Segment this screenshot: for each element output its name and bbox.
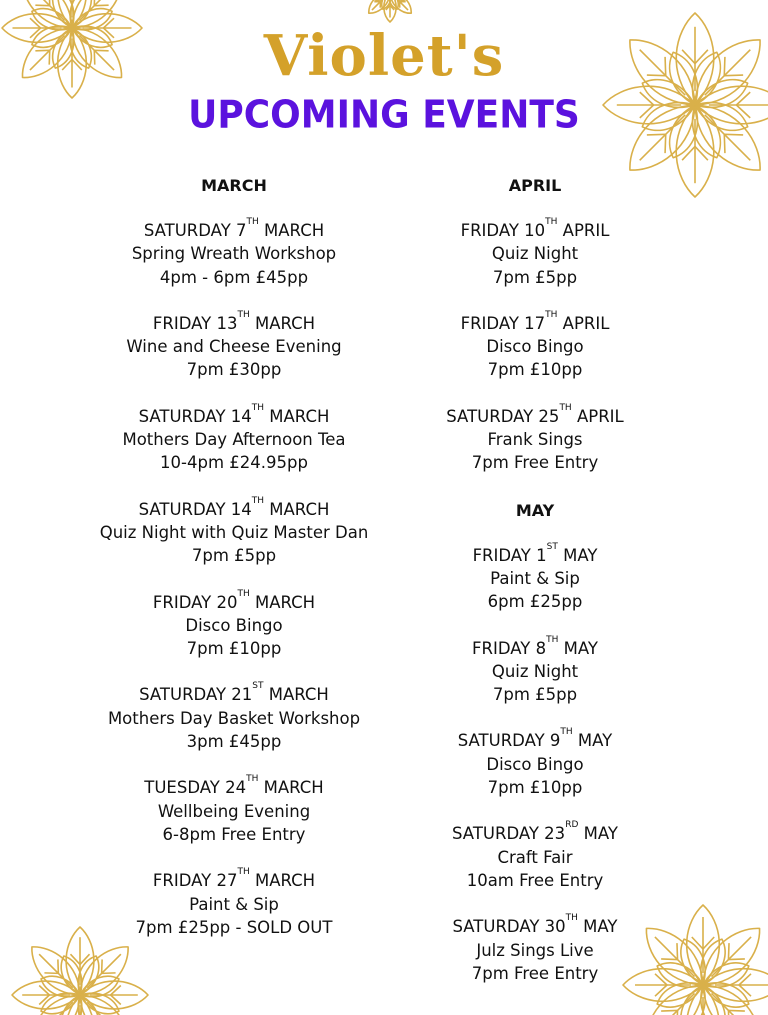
- event-title: Paint & Sip: [490, 568, 580, 588]
- event-item: [84, 495, 384, 568]
- event-day: SATURDAY 30: [452, 917, 566, 937]
- event-month: MARCH: [254, 592, 316, 612]
- event-item: [405, 915, 665, 985]
- event-day: FRIDAY 1: [472, 545, 547, 565]
- event-day: FRIDAY 17: [460, 313, 546, 333]
- month-heading: APRIL: [508, 176, 562, 195]
- event-day: FRIDAY 27: [152, 871, 238, 891]
- event-title: Frank Sings: [487, 430, 583, 450]
- event-date: [405, 309, 665, 335]
- event-month: MAY: [563, 545, 598, 565]
- event-date: [84, 683, 384, 706]
- event-title: Spring Wreath Workshop: [131, 244, 337, 264]
- event-month: MARCH: [269, 406, 330, 426]
- event-title: Disco Bingo: [486, 337, 584, 357]
- event-day-suffix: RD: [565, 820, 579, 831]
- event-day-suffix: ST: [546, 541, 558, 552]
- event-details: 7pm £10pp: [186, 639, 282, 659]
- event-day: SATURDAY 14: [138, 406, 252, 426]
- event-day-suffix: TH: [246, 217, 259, 227]
- event-item: [84, 776, 384, 846]
- event-title: Quiz Night: [491, 244, 579, 264]
- event-day: SATURDAY 14: [138, 499, 252, 519]
- event-item: [405, 634, 665, 707]
- event-day: FRIDAY 13: [152, 313, 238, 333]
- event-title: Wellbeing Evening: [157, 801, 311, 821]
- event-title: Mothers Day Afternoon Tea: [122, 430, 346, 450]
- event-item: [84, 683, 384, 753]
- month-section-march: [84, 173, 384, 939]
- event-item: [84, 869, 384, 939]
- event-item: [405, 219, 665, 289]
- event-day: FRIDAY 10: [460, 221, 546, 240]
- event-title: Mothers Day Basket Workshop: [107, 708, 361, 728]
- month-section-may: [405, 498, 665, 985]
- event-day-suffix: TH: [545, 309, 558, 320]
- event-date: [84, 309, 384, 335]
- event-details: 6pm £25pp: [487, 592, 583, 612]
- event-date: [405, 634, 665, 660]
- event-details: 10-4pm £24.95pp: [160, 453, 308, 473]
- event-item: [84, 219, 384, 289]
- event-title: Quiz Night: [491, 661, 579, 681]
- event-month: MAY: [583, 824, 618, 844]
- event-date: [405, 822, 665, 845]
- event-item: [84, 588, 384, 661]
- event-day: TUESDAY 24: [144, 778, 247, 798]
- event-details: 6-8pm Free Entry: [162, 824, 306, 844]
- event-item: [405, 402, 665, 475]
- event-day-suffix: TH: [545, 217, 558, 227]
- event-item: [405, 729, 665, 799]
- event-title: Wine and Cheese Evening: [126, 337, 342, 357]
- event-date: [84, 402, 384, 428]
- event-month: MARCH: [269, 499, 330, 519]
- event-details: 3pm £45pp: [186, 732, 282, 752]
- event-day-suffix: TH: [251, 402, 265, 413]
- event-details: 7pm Free Entry: [471, 453, 599, 473]
- event-month: APRIL: [576, 406, 624, 426]
- event-details: 4pm - 6pm £45pp: [159, 267, 309, 287]
- event-month: MARCH: [254, 313, 316, 333]
- events-column-left: [84, 173, 384, 962]
- event-details: 7pm £30pp: [186, 360, 282, 380]
- month-heading: MAY: [515, 500, 555, 520]
- event-title: Quiz Night with Quiz Master Dan: [99, 522, 369, 542]
- event-details: 7pm £5pp: [492, 267, 578, 287]
- event-details: 7pm £5pp: [191, 546, 277, 566]
- event-item: [405, 309, 665, 382]
- events-column-right: [405, 173, 665, 1008]
- event-date: [405, 541, 665, 567]
- event-month: MARCH: [268, 685, 329, 705]
- event-month: MAY: [577, 731, 613, 751]
- event-date: [405, 219, 665, 242]
- event-day-suffix: TH: [546, 634, 559, 645]
- event-day-suffix: TH: [560, 727, 573, 738]
- month-section-april: [405, 173, 665, 475]
- event-day: SATURDAY 7: [143, 221, 247, 240]
- event-month: APRIL: [562, 221, 610, 240]
- event-day-suffix: TH: [237, 867, 250, 878]
- event-day: FRIDAY 20: [152, 592, 238, 612]
- brand-name: Violet's: [263, 23, 505, 89]
- event-month: MAY: [583, 917, 618, 937]
- event-day: SATURDAY 9: [457, 731, 561, 751]
- event-day-suffix: TH: [246, 774, 259, 785]
- page-title: UPCOMING EVENTS: [188, 93, 580, 138]
- event-details: 7pm £10pp: [487, 778, 583, 798]
- event-day-suffix: TH: [237, 588, 250, 599]
- event-item: [84, 309, 384, 382]
- event-title: Julz Sings Live: [476, 940, 594, 960]
- event-details: 7pm £25pp - SOLD OUT: [135, 917, 333, 937]
- event-title: Craft Fair: [497, 847, 573, 867]
- event-month: MAY: [563, 638, 598, 658]
- event-date: [84, 495, 384, 521]
- event-day-suffix: TH: [559, 402, 572, 413]
- event-day: SATURDAY 23: [452, 824, 566, 844]
- event-day: FRIDAY 8: [472, 638, 547, 658]
- event-date: [405, 729, 665, 752]
- event-details: 7pm £10pp: [487, 360, 583, 380]
- event-item: [84, 402, 384, 475]
- event-title: Disco Bingo: [486, 754, 584, 774]
- event-day-suffix: TH: [237, 309, 250, 320]
- event-month: MARCH: [254, 871, 316, 891]
- event-date: [84, 869, 384, 892]
- event-details: 7pm £5pp: [492, 685, 578, 705]
- event-item: [405, 541, 665, 614]
- event-day-suffix: TH: [251, 495, 265, 506]
- event-date: [84, 219, 384, 242]
- event-month: MARCH: [264, 221, 325, 240]
- event-details: 7pm Free Entry: [471, 963, 599, 983]
- event-day-suffix: TH: [565, 913, 578, 924]
- event-day-suffix: ST: [252, 681, 264, 692]
- event-title: Disco Bingo: [185, 615, 283, 635]
- event-item: [405, 822, 665, 892]
- event-day: SATURDAY 21: [139, 685, 253, 705]
- event-date: [84, 776, 384, 799]
- event-date: [405, 915, 665, 938]
- event-month: APRIL: [562, 313, 610, 333]
- event-title: Paint & Sip: [189, 894, 279, 914]
- event-date: [405, 402, 665, 428]
- event-month: MARCH: [263, 778, 324, 798]
- month-heading: MARCH: [201, 176, 267, 195]
- event-date: [84, 588, 384, 614]
- event-day: SATURDAY 25: [446, 406, 560, 426]
- event-details: 10am Free Entry: [466, 870, 604, 890]
